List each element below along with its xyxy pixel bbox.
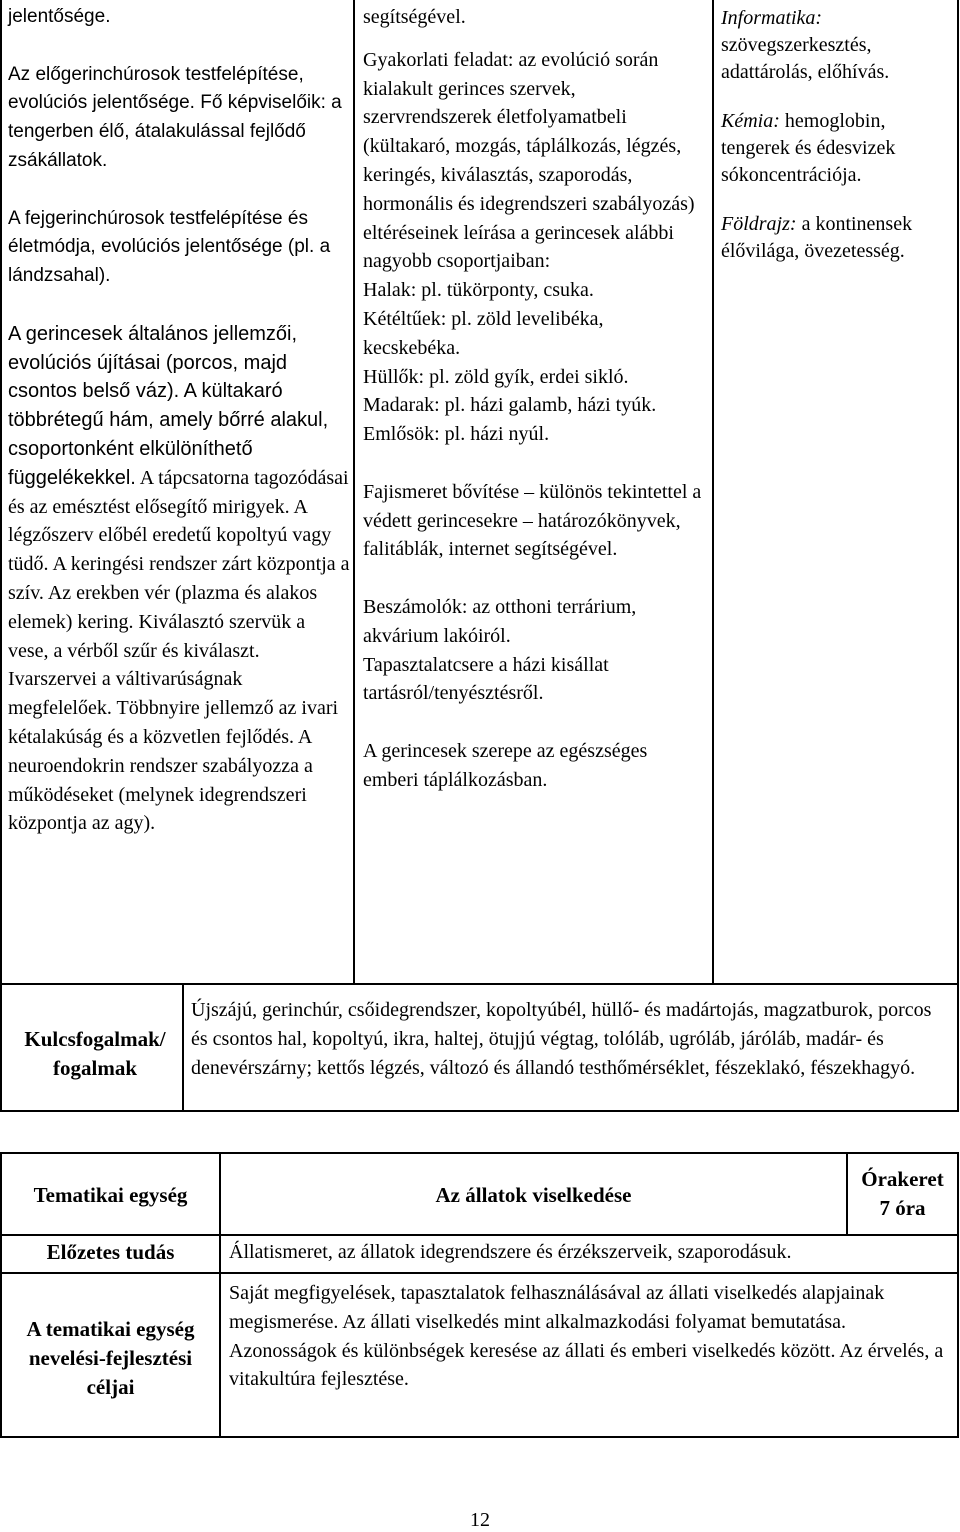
vertebrates-organs: A tápcsatorna tagozódásai és az emésztést elősegítő mirigyek. A légzőszerv előbél eredetű kopoltyú vagy tüdő. A keringési rendszer zárt központja a szív. Az erekben vér (plazma és alakos elemek) kering. Kiválasztó szervük a vese, a vérből szűr és kiválaszt. Ivarszervei a váltivarúságnak megfelelőek. Többnyire jellemző az ivari kétalakúság és a közvetlen fejlődés. A neuroendokrin rendszer szabályozza a működéseket (melynek idegrendszeri központja az agy). xyxy=(8,466,350,835)
goals-label: A tematikai egység nevelési-fejlesztési céljai xyxy=(26,1317,195,1399)
practical-task: Gyakorlati feladat: az evolúció során kialakult gerinces szervek, szervrendszerek életfolyamatbeli (kültakaró, mozgás, táplálkozás, légzés, keringés, kiválasztás, szaporodás, hormonális és idegrendszeri szabályozás) eltéréseinek leírása a gerincesek alábbi nagyobb csoportjaiban: xyxy=(363,48,695,273)
reports: Beszámolók: az otthoni terrárium, akvárium lakóiról. xyxy=(363,595,637,647)
group-reptiles: Hüllők: pl. zöld gyík, erdei sikló. xyxy=(363,365,629,388)
prechordates-paragraph: Az előgerinchúrosok testfelépítése, evolúciós jelentősége. Fő képviselőik: a tengerben élő, átalakulással fejlődő zsákállatok. xyxy=(8,63,342,171)
table1-keywords-divider xyxy=(182,984,184,1112)
table1-row-divider xyxy=(0,983,959,985)
prior-knowledge-label: Előzetes tudás xyxy=(46,1240,175,1264)
species-knowledge: Fajismeret bővítése – különös tekintettel a védett gerincesekre – határozókönyvek, falitáblák, internet segítségével. xyxy=(363,480,702,561)
continued-text: segítségével. xyxy=(363,6,466,28)
hours-value: 7 óra xyxy=(879,1196,926,1220)
group-birds: Madarak: pl. házi galamb, házi tyúk. xyxy=(363,394,657,417)
content-column xyxy=(8,3,350,838)
vertebrates-intro: A gerincesek általános jellemzői, evolúciós újításai (porcos, majd csontos belső váz). xyxy=(8,322,298,403)
goals-text: Saját megfigyelések, tapasztalatok felhasználásával az állati viselkedés alapjainak megismerése. Az állati viselkedés mint alkalmazkodási folyamat bemutatása. Azonosságok és különbségek keresése az állati és emberi viselkedés között. Az érvelés, a vitakultúra fejlesztése. xyxy=(229,1282,944,1391)
page-number: 12 xyxy=(470,1509,490,1531)
geography-text: a kontinensek élővilága, övezetesség. xyxy=(721,213,913,262)
informatics-text: szövegszerkesztés, adattárolás, előhívás. xyxy=(721,34,890,83)
chemistry-text: hemoglobin, tengerek és édesvizek sókoncentrációja. xyxy=(721,110,896,186)
table1-col-divider-2 xyxy=(712,0,714,984)
chemistry-connection xyxy=(721,108,953,189)
geography-label: Földrajz: xyxy=(721,213,797,235)
unit-title: Az állatok viselkedése xyxy=(435,1183,632,1207)
group-fish: Halak: pl. tükörponty, csuka. xyxy=(363,279,594,302)
keywords-label: Kulcsfogalmak/ fogalmak xyxy=(24,1027,166,1080)
group-mammals: Emlősök: pl. házi nyúl. xyxy=(363,423,550,446)
keywords-text: Újszájú, gerinchúr, csőidegrendszer, kopoltyúbél, hüllő- és madártojás, magzatburok, porcos és csontos hal, kopoltyú, ikra, haltej, ötujjú végtag, tolóláb, ugróláb, járóláb, madár- és denevérszárny; kettős légzés, változó és állandó testhőmérséklet, fészeklakó, fészekhagyó. xyxy=(191,999,932,1079)
group-amphibians: Kétéltűek: pl. zöld levelibéka, kecskebéka. xyxy=(363,307,604,359)
chemistry-label: Kémia: xyxy=(721,110,780,132)
table2-row-divider-2 xyxy=(0,1272,959,1274)
table1-bottom-border xyxy=(0,1110,959,1112)
cephalochordates-paragraph: A fejgerinchúrosok testfelépítése és életmódja, evolúciós jelentősége (pl. a lándzsahal). xyxy=(8,207,331,287)
informatics-label: Informatika: xyxy=(721,7,823,29)
connections-column xyxy=(721,5,953,265)
vertebrates-skin: A kültakaró többrétegű hám, amely bőrré alakul, csoportonként elkülöníthető függelékekkel. xyxy=(8,380,329,489)
activities-column xyxy=(363,3,705,795)
table2-row-divider-1 xyxy=(0,1234,959,1236)
experience-exchange: Tapasztalatcsere a házi kisállat tartásról/tenyésztésről. xyxy=(363,653,609,705)
hours-label: Órakeret xyxy=(861,1167,944,1191)
nutrition-role: A gerincesek szerepe az egészséges emberi táplálkozásban. xyxy=(363,739,648,791)
continued-text: jelentősége. xyxy=(8,6,111,27)
unit-label: Tematikai egység xyxy=(33,1183,188,1207)
geography-connection xyxy=(721,211,953,265)
table1-right-border xyxy=(957,0,959,1112)
vertebrates-paragraph xyxy=(8,320,350,838)
table1-col-divider-1 xyxy=(353,0,355,984)
table2-right-border xyxy=(957,1152,959,1438)
table2-top-border xyxy=(0,1152,959,1154)
table1-left-border xyxy=(0,0,2,1112)
informatics-connection xyxy=(721,5,953,86)
table2-bottom-border xyxy=(0,1436,959,1438)
prior-knowledge-text: Állatismeret, az állatok idegrendszere és érzékszerveik, szaporodásuk. xyxy=(229,1241,792,1263)
